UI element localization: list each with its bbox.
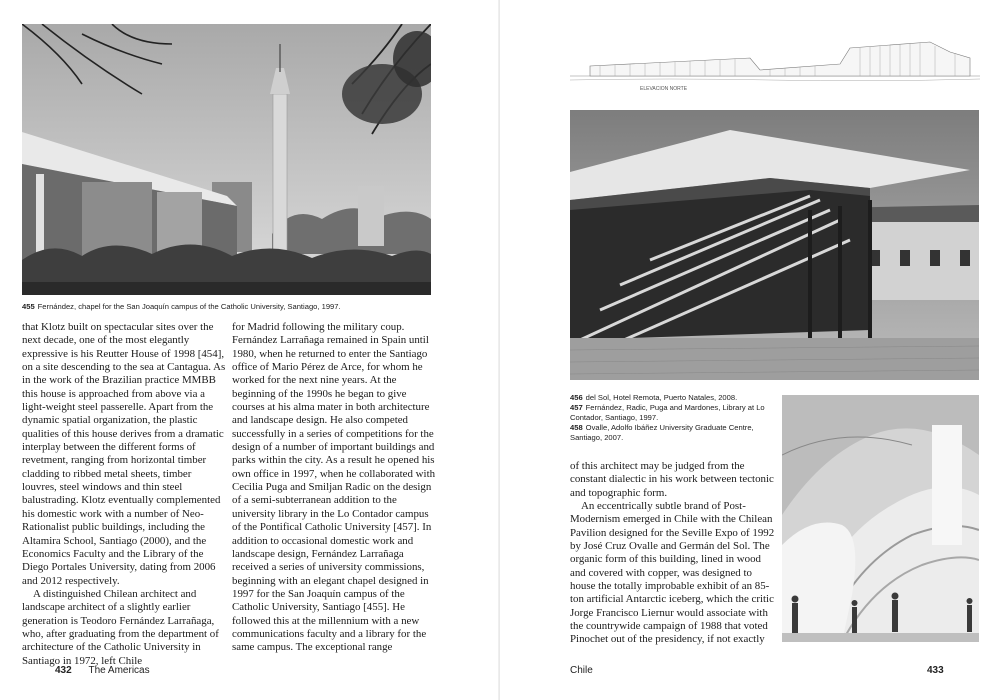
left-text-column-2: [232, 321, 436, 655]
elevation-label: ELEVACION NORTE: [640, 86, 688, 92]
caption-number: 457: [570, 403, 583, 412]
caption-457: [570, 403, 775, 423]
page-number: 433: [927, 665, 944, 676]
paragraph: of this architect may be judged from the constant dialectic in his work between tectonic and topographic form.: [570, 460, 774, 499]
photo-456-hotel-remota: [570, 110, 979, 380]
caption-text: Fernández, chapel for the San Joaquín campus of the Catholic University, Santiago, 1997.: [37, 302, 341, 311]
caption-text: Ovalle, Adolfo Ibáñez University Graduate Centre, Santiago, 2007.: [570, 423, 754, 442]
caption-number: 458: [570, 423, 583, 432]
running-head: The Americas: [88, 665, 150, 676]
caption-456: [570, 393, 775, 403]
paragraph: for Madrid following the military coup. Fernández Larrañaga remained in Spain until 1980, when he returned to enter the Santiago office of Mario Pérez de Arce, for whom he worked for the next nine years. At the beginning of the 1990s he began to give courses at his alma mater in both architecture and landscape design. He also competed successfully in a series of competitions for the design of a number of important buildings and parks within the city. As a result he opened his own office in 1997, when he collaborated with Cecilia Puga and Smiljan Radic on the design of a semi-subterranean addition to the university library in the Lo Contador campus of the Pontifical Catholic University [457]. In addition to occasional domestic work and landscape design, Fernández Larrañaga received a series of university commissions, beginning with an elegant chapel designed in 1997 for the San Joaquín campus of the Catholic University, Santiago [455]. He followed this at the millennium with a new communications faculty and a library for the same campus. The exceptional range: [232, 321, 436, 654]
folio-right-number: [927, 665, 944, 676]
running-head: Chile: [570, 665, 593, 676]
paragraph: An eccentrically subtle brand of Post-Modernism emerged in Chile with the Chilean Pavilion designed for the Seville Expo of 1992 by José Cruz Ovalle and Germán del Sol. The organic form of this building, lined in wood and covered with copper, was designed to house the totally improbable exhibit of an 85-ton artificial Antarctic iceberg, which the critic Jorge Francisco Liernur would associate with the countrywide campaign of 1988 that voted Pinochet out of the presidency, if not exactly: [570, 500, 775, 646]
caption-458: [570, 423, 775, 443]
folio-left: [55, 665, 150, 676]
captions-456-458: [570, 393, 775, 443]
page-number: 432: [55, 665, 72, 676]
right-page: [500, 0, 1000, 700]
caption-number: 455: [22, 302, 35, 311]
caption-text: del Sol, Hotel Remota, Puerto Natales, 2008.: [585, 393, 738, 402]
caption-455: [22, 302, 442, 312]
elevation-drawing: [570, 30, 980, 98]
folio-right: [570, 665, 593, 676]
photo-455-chapel: [22, 24, 431, 295]
caption-text: Fernández, Radic, Puga and Mardones, Library at Lo Contador, Santiago, 1997.: [570, 403, 765, 422]
caption-number: 456: [570, 393, 583, 402]
left-text-column-1: [22, 321, 227, 668]
paragraph: that Klotz built on spectacular sites over the next decade, one of the most elegantly expressive is his Reutter House of 1998 [454], on a site descending to the sea at Cantagua. As in the work of the Brazilian practice MMBB this house is approached from above via a light-weight steel passerelle. Apart from the dynamic spatial organization, the plastic qualities of this house derives from a dramatic interplay between the different forms of revetment, ranging from horizontal timber cladding to ribbed metal sheets, timber louvres, steel windows and thin steel balustrading. Klotz eventually complemented his domestic work with a number of Neo-Rationalist public buildings, including the Altamira School, Santiago (2000), and the Economics Faculty and the Library of the Diego Portales University, dating from 2006 and 2012 respectively.: [22, 321, 226, 587]
paragraph: A distinguished Chilean architect and landscape architect of a slightly earlier generation is Teodoro Fernández Larrañaga, who, after graduating from the department of architecture of the Catholic University in Santiago in 1972, left Chile: [22, 587, 219, 667]
right-text-column: [570, 460, 776, 647]
photo-458-graduate-centre: [782, 395, 979, 642]
